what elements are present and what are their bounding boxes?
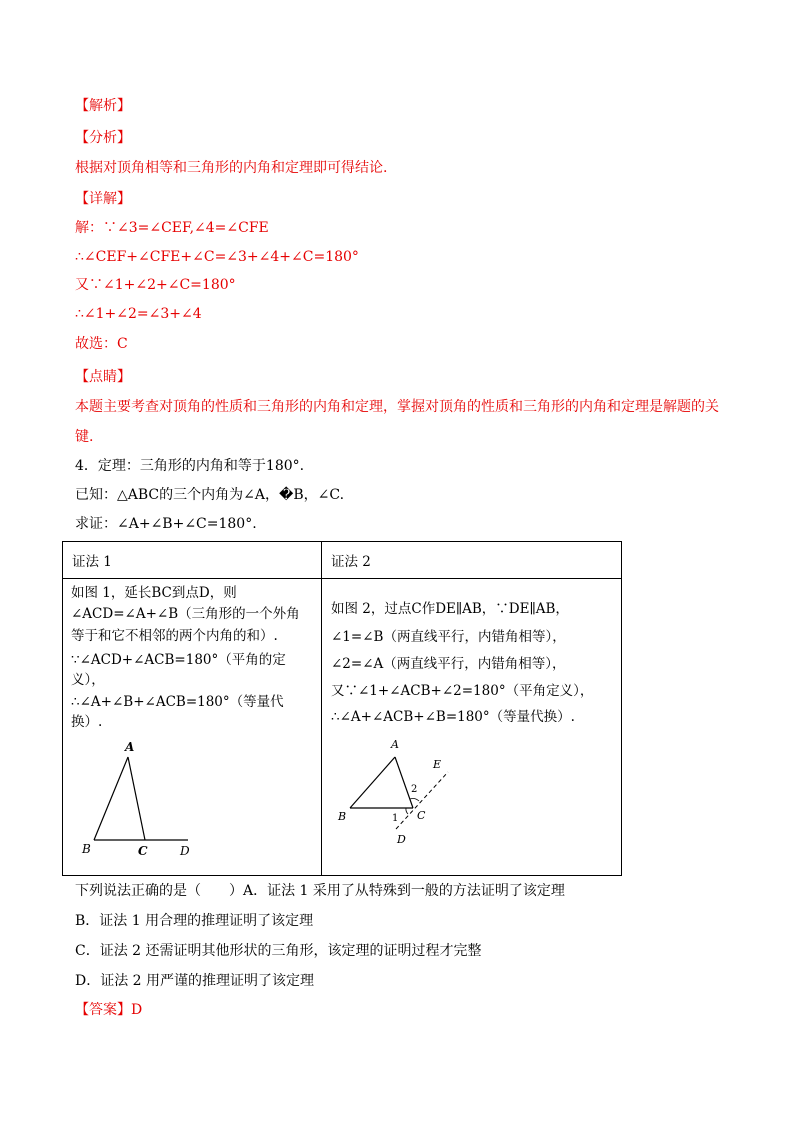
solution-step-3: 又∵∠1+∠2+∠C=180° xyxy=(75,277,236,293)
comment-line-1: 本题主要考查对顶角的性质和三角形的内角和定理，掌握对顶角的性质和三角形的内角和定理是解题的关 xyxy=(75,399,719,415)
question-title: 4．定理：三角形的内角和等于180°. xyxy=(75,458,305,474)
question-given: 已知：△ABC的三个内角为∠A，�B，∠C. xyxy=(75,487,345,503)
solution-step-1: 解：∵∠3=∠CEF,∠4=∠CFE xyxy=(75,220,269,236)
method-1-title: 证法 1 xyxy=(72,554,112,570)
fig1-label-a: A xyxy=(125,740,135,754)
option-b: B．证法 1 用合理的推理证明了该定理 xyxy=(75,913,314,929)
fig2-side-ac xyxy=(395,757,413,808)
fenxi-heading: 【分析】 xyxy=(75,130,131,146)
question-stem: 下列说法正确的是（ ）A．证法 1 采用了从特殊到一般的方法证明了该定理 xyxy=(75,883,565,899)
method-1-line: ∠ACD=∠A+∠B（三角形的一个外角 xyxy=(71,606,300,622)
fig2-label-c: C xyxy=(417,809,426,822)
answer: 【答案】D xyxy=(75,1002,143,1018)
question-prove: 求证：∠A+∠B+∠C=180°. xyxy=(75,516,257,532)
option-d: D．证法 2 用严谨的推理证明了该定理 xyxy=(75,973,315,989)
fig2-angle-1-arc xyxy=(406,808,408,814)
method-1-line: 义）， xyxy=(71,672,105,688)
method-2-line: 又∵∠1+∠ACB+∠2=180°（平角定义）， xyxy=(331,683,594,699)
fig1-label-d: D xyxy=(180,844,190,858)
fig1-side-ab xyxy=(94,757,128,840)
fig2-label-b: B xyxy=(338,810,347,823)
fenxi-text: 根据对顶角相等和三角形的内角和定理即可得结论. xyxy=(75,160,388,176)
method-2-line: ∴∠A+∠ACB+∠B=180°（等量代换）. xyxy=(331,709,575,725)
fig1-label-b: B xyxy=(82,842,91,856)
fig2-label-a: A xyxy=(391,738,399,751)
xiangjie-heading: 【详解】 xyxy=(75,191,131,207)
method-1-line: 等于和它不相邻的两个内角的和）. xyxy=(71,628,278,644)
method-2-line: 如图 2，过点C作DE∥AB，∵DE∥AB， xyxy=(331,601,569,617)
method-1-line: ∵∠ACD+∠ACB=180°（平角的定 xyxy=(71,652,286,668)
method-2-title: 证法 2 xyxy=(331,554,371,570)
fig2-label-d: D xyxy=(397,833,406,846)
dianjing-heading: 【点睛】 xyxy=(75,369,131,385)
solution-choice: 故选：C xyxy=(75,336,128,352)
fig2-label-e: E xyxy=(433,758,442,771)
option-c: C．证法 2 还需证明其他形状的三角形，该定理的证明过程才完整 xyxy=(75,943,482,959)
method-2-line: ∠1=∠B（两直线平行，内错角相等）， xyxy=(331,629,566,645)
figure-1 xyxy=(80,735,210,860)
comment-line-2: 键. xyxy=(75,429,94,445)
fig2-label-angle-1: 1 xyxy=(392,813,399,824)
figure-2 xyxy=(330,735,470,850)
fig2-label-angle-2: 2 xyxy=(411,784,418,795)
solution-step-4: ∴∠1+∠2=∠3+∠4 xyxy=(75,306,202,322)
method-1-line: 如图 1，延长BC到点D，则 xyxy=(71,585,237,601)
fig2-side-ab xyxy=(350,757,395,808)
method-1-line: ∴∠A+∠B+∠ACB=180°（等量代 xyxy=(71,694,284,710)
fig1-label-c: C xyxy=(138,844,148,858)
method-1-line: 换）. xyxy=(71,714,103,730)
fig1-side-ac xyxy=(128,757,145,840)
analysis-heading: 【解析】 xyxy=(75,98,131,114)
fig2-angle-2-arc xyxy=(410,799,419,801)
method-2-line: ∠2=∠A（两直线平行，内错角相等）， xyxy=(331,656,566,672)
solution-step-2: ∴∠CEF+∠CFE+∠C=∠3+∠4+∠C=180° xyxy=(75,249,359,265)
